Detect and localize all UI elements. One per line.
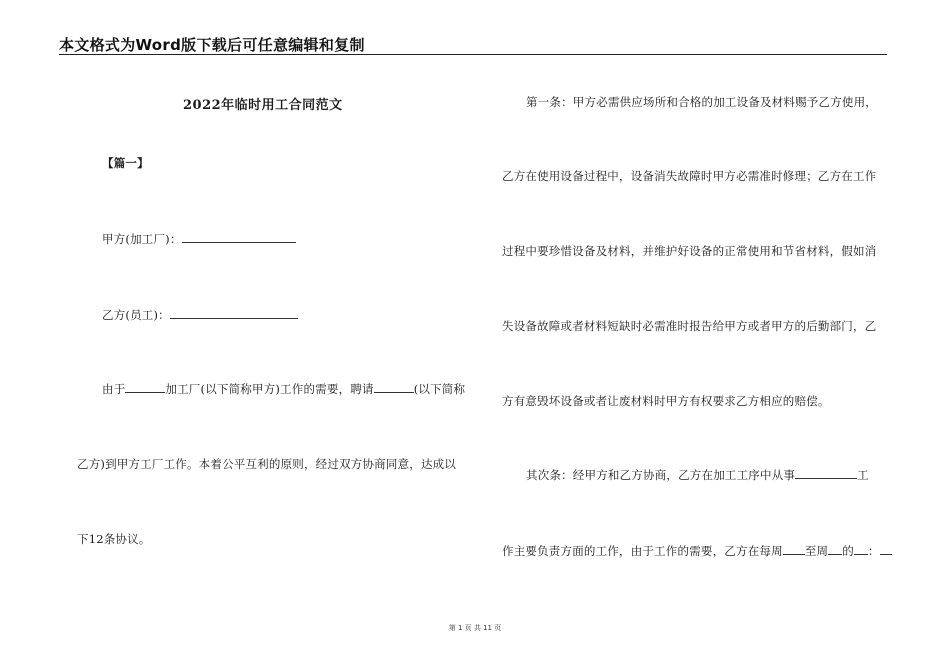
section-heading: 【篇一】	[102, 156, 149, 170]
time-blank	[854, 543, 868, 555]
text-run: ：	[867, 544, 880, 558]
text-run: 由于	[102, 382, 126, 396]
article-1-line: 方有意毁坏设备或者让废材料时甲方有权要求乙方相应的赔偿。	[502, 394, 830, 408]
factory-blank	[125, 381, 165, 393]
party-b-field	[102, 307, 298, 323]
party-b-blank	[170, 307, 298, 319]
page-number: 第 1 页 共 11 页	[448, 624, 502, 632]
paragraph-line: 下12条协议。	[77, 532, 151, 546]
text-run: 工	[857, 468, 869, 482]
party-a-blank	[182, 231, 296, 243]
employee-blank	[374, 381, 414, 393]
document-header: 本文格式为Word版下载后可任意编辑和复制	[59, 36, 365, 54]
text-run: 作主要负责方面的工作，由于工作的需要，乙方在每周	[502, 544, 783, 558]
day-to-blank	[828, 543, 842, 555]
article-1-line: 失设备故障或者材料短缺时必需准时报告给甲方或者甲方的后勤部门，乙	[502, 319, 877, 333]
time-blank	[880, 543, 892, 555]
text-run: 其次条：经甲方和乙方协商，乙方在加工工序中从事	[526, 468, 796, 482]
text-run: 至周	[804, 544, 829, 558]
day-from-blank	[783, 543, 805, 555]
text-run: 加工厂(以下简称甲方)工作的需要，聘请	[165, 382, 374, 396]
text-run: 的	[842, 544, 854, 558]
paragraph-line: 乙方)到甲方工厂工作。本着公平互利的原则，经过双方协商同意，达成以	[77, 457, 457, 471]
article-1-line: 第一条：甲方必需供应场所和合格的加工设备及材料赐予乙方使用，	[526, 95, 877, 109]
article-2-line	[526, 467, 869, 483]
paragraph-line	[102, 381, 465, 397]
party-b-label: 乙方(员工)：	[102, 308, 170, 322]
document-title: 2022年临时用工合同范文	[183, 98, 343, 113]
party-a-field	[102, 231, 296, 247]
article-1-line: 乙方在使用设备过程中，设备消失故障时甲方必需准时修理；乙方在工作	[502, 169, 877, 183]
job-blank	[795, 467, 857, 479]
article-2-line	[502, 543, 892, 559]
header-divider	[59, 54, 887, 55]
party-a-label: 甲方(加工厂)：	[102, 232, 182, 246]
text-run: (以下简称	[413, 382, 466, 396]
article-1-line: 过程中要珍惜设备及材料，并维护好设备的正常使用和节省材料，假如消	[502, 244, 877, 258]
